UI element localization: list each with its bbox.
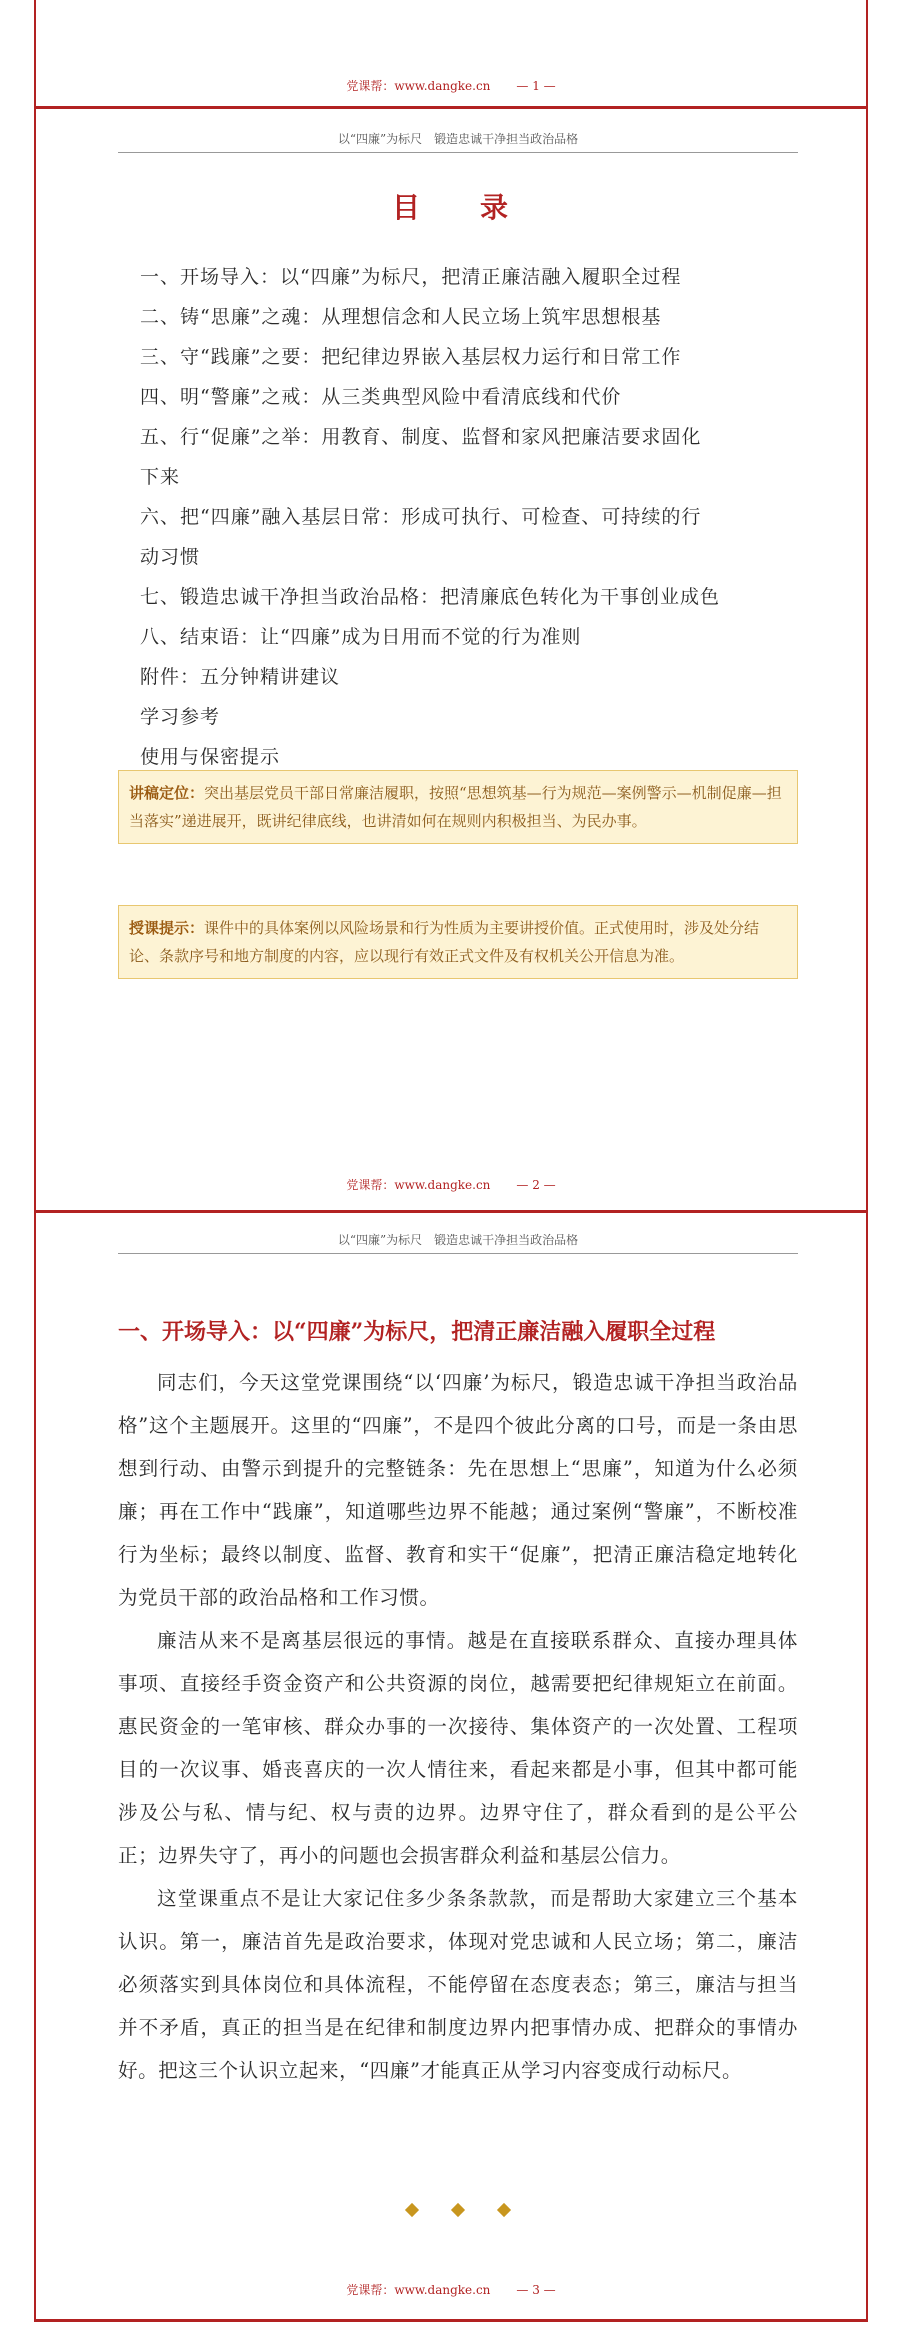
- page-footer: [34, 77, 868, 94]
- toc-item: 七、锻造忠诚干净担当政治品格：把清廉底色转化为干事创业成色: [140, 586, 721, 608]
- section-body: [118, 1361, 798, 2092]
- toc-item: 附件：五分钟精讲建议: [140, 666, 341, 688]
- toc-item: 学习参考: [140, 706, 221, 728]
- toc-item: 八、结束语：让“四廉”成为日用而不觉的行为准则: [140, 626, 582, 648]
- toc-title: 目 录: [391, 191, 524, 224]
- running-header: 以“四廉”为标尺 锻造忠诚干净担当政治品格: [337, 132, 579, 146]
- teaching-text: 课件中的具体案例以风险场景和行为性质为主要讲授价值。正式使用时，涉及处分结论、条款序号和地方制度的内容，应以现行有效正式文件及有权机关公开信息为准。: [129, 919, 760, 965]
- footer-site: 党课帮：www.dangke.cn: [346, 1178, 491, 1192]
- diamond-icon: [405, 2203, 419, 2217]
- section-divider: [118, 2200, 798, 2219]
- teaching-note: [118, 905, 798, 979]
- positioning-note: [118, 770, 798, 844]
- section-heading: 一、开场导入：以“四廉”为标尺，把清正廉洁融入履职全过程: [118, 1319, 716, 1345]
- body-paragraph: 这堂课重点不是让大家记住多少条条款款，而是帮助大家建立三个基本认识。第一，廉洁首先是政治要求，体现对党忠诚和人民立场；第二，廉洁必须落实到具体岗位和具体流程，不能停留在态度表态；第三，廉洁与担当并不矛盾，真正的担当是在纪律和制度边界内把事情办成、把群众的事情办好。把这三个认识立起来，“四廉”才能真正从学习内容变成行动标尺。: [118, 1887, 798, 2082]
- toc-item: 使用与保密提示: [140, 746, 281, 768]
- header-rule: [118, 152, 798, 153]
- page-footer: [34, 1176, 868, 1193]
- positioning-label: 讲稿定位：: [129, 784, 205, 802]
- body-paragraph: 同志们，今天这堂党课围绕“以‘四廉’为标尺，锻造忠诚干净担当政治品格”这个主题展开。这里的“四廉”，不是四个彼此分离的口号，而是一条由思想到行动、由警示到提升的完整链条：先在思想上“思廉”，知道为什么必须廉；再在工作中“践廉”，知道哪些边界不能越；通过案例“警廉”，不断校准行为坐标；最终以制度、监督、教育和实干“促廉”，把清正廉洁稳定地转化为党员干部的政治品格和工作习惯。: [118, 1371, 798, 1609]
- toc-list: [140, 257, 790, 777]
- toc-item: 三、守“践廉”之要：把纪律边界嵌入基层权力运行和日常工作: [140, 346, 682, 368]
- toc-item: 二、铸“思廉”之魂：从理想信念和人民立场上筑牢思想根基: [140, 306, 662, 328]
- page-footer: [34, 2281, 868, 2298]
- page-number: — 1 —: [516, 79, 556, 93]
- body-paragraph: 廉洁从来不是离基层很远的事情。越是在直接联系群众、直接办理具体事项、直接经手资金资产和公共资源的岗位，越需要把纪律规矩立在前面。惠民资金的一笔审核、群众办事的一次接待、集体资产的一次处置、工程项目的一次议事、婚丧喜庆的一次人情往来，看起来都是小事，但其中都可能涉及公与私、情与纪、权与责的边界。边界守住了，群众看到的是公平公正；边界失守了，再小的问题也会损害群众利益和基层公信力。: [118, 1629, 798, 1867]
- diamond-icon: [497, 2203, 511, 2217]
- teaching-label: 授课提示：: [129, 919, 205, 937]
- diamond-icon: [451, 2203, 465, 2217]
- toc-item: 下来: [140, 466, 181, 488]
- footer-site: 党课帮：www.dangke.cn: [346, 2283, 491, 2297]
- toc-item: 动习惯: [140, 546, 201, 568]
- header-rule: [118, 1253, 798, 1254]
- positioning-text: 突出基层党员干部日常廉洁履职，按照“思想筑基—行为规范—案例警示—机制促廉—担当落实”递进展开，既讲纪律底线，也讲清如何在规则内积极担当、为民办事。: [129, 784, 782, 830]
- page-number: — 2 —: [516, 1178, 556, 1192]
- toc-item: 四、明“警廉”之戒：从三类典型风险中看清底线和代价: [140, 386, 622, 408]
- running-header: 以“四廉”为标尺 锻造忠诚干净担当政治品格: [337, 1233, 579, 1247]
- toc-item: 一、开场导入：以“四廉”为标尺，把清正廉洁融入履职全过程: [140, 266, 682, 288]
- page-number: — 3 —: [516, 2283, 556, 2297]
- page-bottom-border: [34, 2319, 868, 2322]
- footer-site: 党课帮：www.dangke.cn: [346, 79, 491, 93]
- toc-item: 六、把“四廉”融入基层日常：形成可执行、可检查、可持续的行: [140, 506, 702, 528]
- toc-item: 五、行“促廉”之举：用教育、制度、监督和家风把廉洁要求固化: [140, 426, 702, 448]
